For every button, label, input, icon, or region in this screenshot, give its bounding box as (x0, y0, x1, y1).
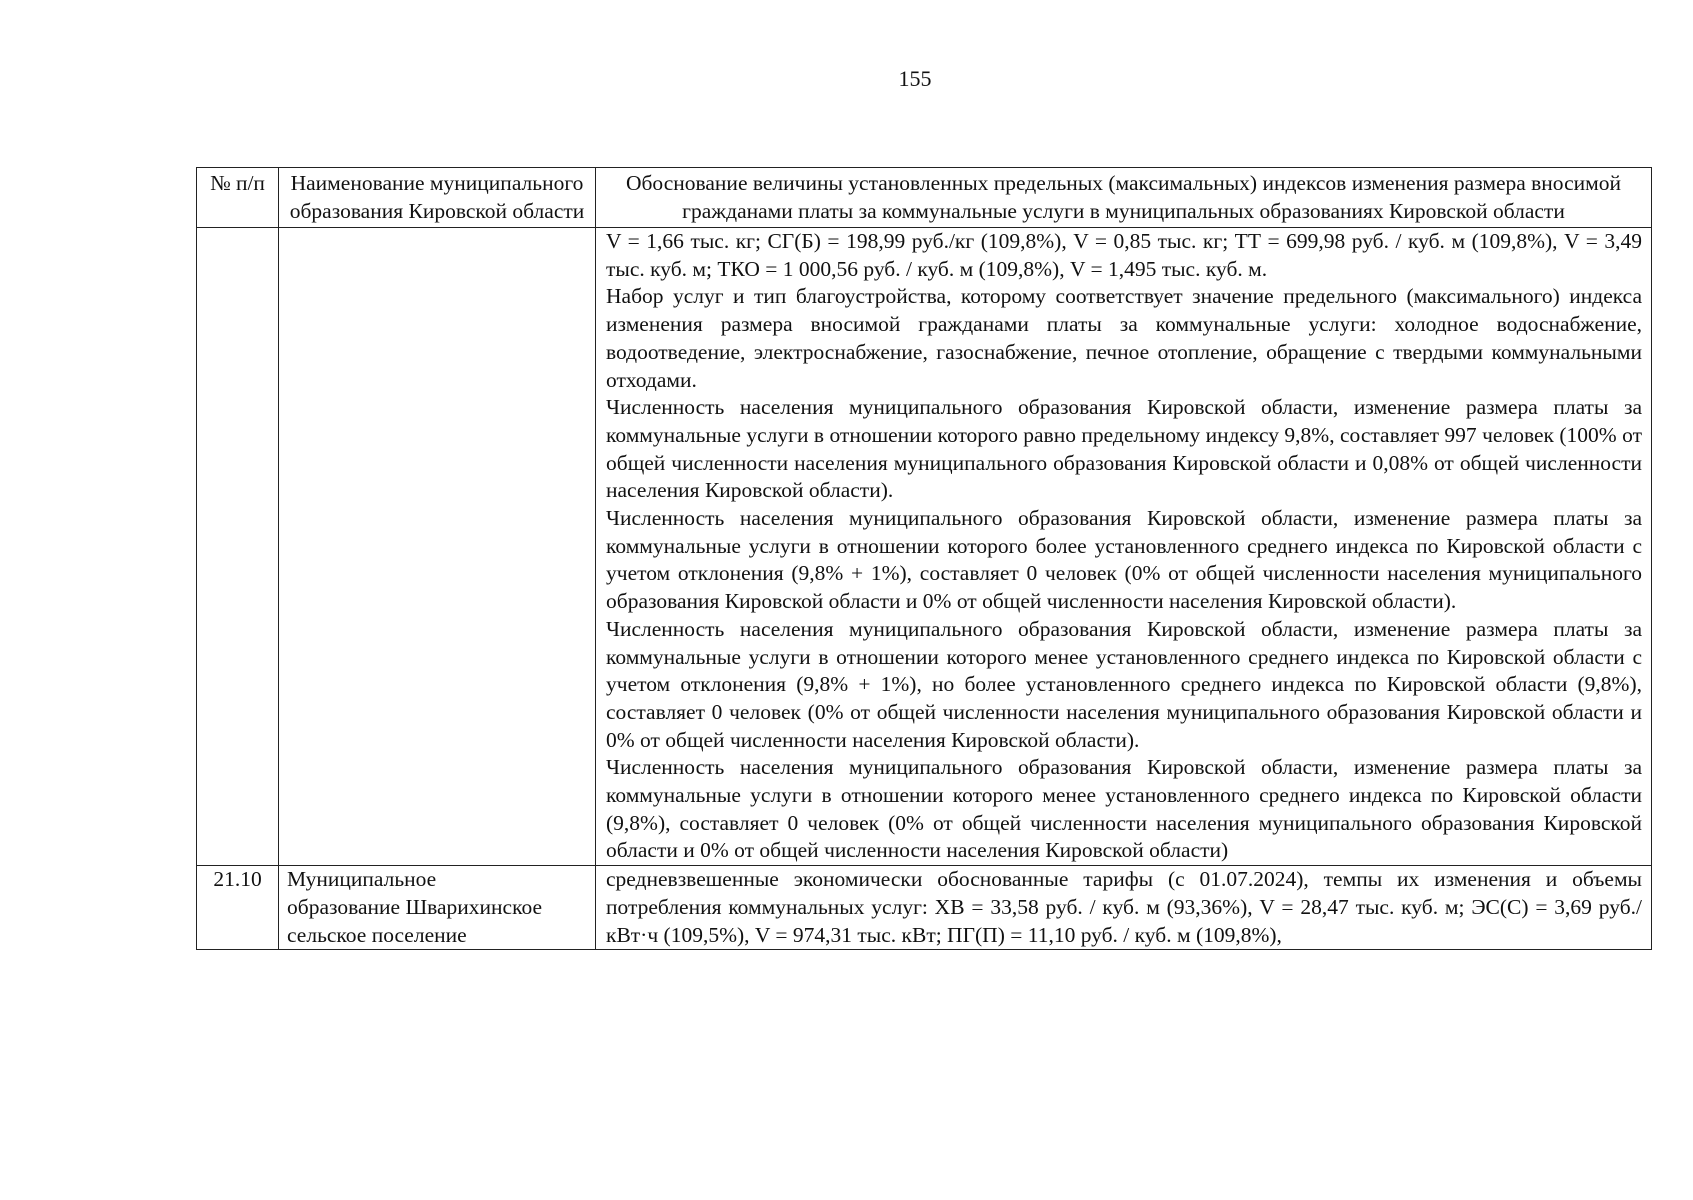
header-municipality-name: Наименование муниципального образования Кировской области (279, 168, 596, 228)
justification-paragraph: Численность населения муниципального образования Кировской области, изменение размера платы за коммунальные услуги в отношении которого менее установленного среднего индекса по Кировской области (9,8%), составляет 0 человек (0% от общей численности населения муниципального образования Кировской области и 0% от общей численности населения Кировской области) (606, 755, 1642, 863)
table-row-continued (197, 228, 1652, 866)
justification-paragraph: V = 1,66 тыс. кг; СГ(Б) = 198,99 руб./кг (109,8%), V = 0,85 тыс. кг; ТТ = 699,98 руб. / куб. м (109,8%), V = 3,49 тыс. куб. м; ТКО = 1 000,56 руб. / куб. м (109,8%), V = 1,495 тыс. куб. м. (606, 229, 1642, 281)
row-name-cell (279, 866, 596, 950)
row-justification-cell (596, 866, 1652, 950)
table-header-row (197, 168, 1652, 228)
justification-paragraph: Численность населения муниципального образования Кировской области, изменение размера платы за коммунальные услуги в отношении которого равно предельному индексу 9,8%, составляет 997 человек (100% от общей численности населения муниципального образования Кировской области и 0,08% от общей численности населения Кировской области). (606, 395, 1642, 503)
tariff-justification-table (196, 167, 1652, 950)
justification-paragraph: Численность населения муниципального образования Кировской области, изменение размера платы за коммунальные услуги в отношении которого менее установленного среднего индекса по Кировской области с учетом отклонения (9,8% + 1%), но более установленного среднего индекса по Кировской области (9,8%), составляет 0 человек (0% от общей численности населения муниципального образования Кировской области и 0% от общей численности населения Кировской области). (606, 616, 1642, 752)
table-row-21-10 (197, 866, 1652, 950)
justification-paragraph: Набор услуг и тип благоустройства, которому соответствует значение предельного (максимального) индекса изменения размера вносимой гражданами платы за коммунальные услуги: холодное водоснабжение, водоотведение, электроснабжение, газоснабжение, печное отопление, обращение с твердыми коммунальными отходами. (606, 284, 1642, 392)
page-number: 155 (898, 66, 932, 91)
justification-paragraph: средневзвешенные экономически обоснованные тарифы (с 01.07.2024), темпы их изменения и объемы потребления коммунальных услуг: ХВ = 33,58 руб. / куб. м (93,36%), V = 28,47 тыс. куб. м; ЭС(С) = 3,69 руб./кВт·ч (109,5%), V = 974,31 тыс. кВт; ПГ(П) = 11,10 руб. / куб. м (109,8%), (606, 867, 1642, 947)
justification-paragraph: Численность населения муниципального образования Кировской области, изменение размера платы за коммунальные услуги в отношении которого более установленного среднего индекса по Кировской области с учетом отклонения (9,8% + 1%), составляет 0 человек (0% от общей численности населения муниципального образования Кировской области и 0% от общей численности населения Кировской области). (606, 506, 1642, 614)
row-name-cell (279, 228, 596, 866)
municipality-name-line: Муниципальное (287, 867, 437, 892)
municipality-name-line: сельское поселение (287, 922, 467, 947)
municipality-name-line: образование Шварихинское (287, 894, 543, 919)
row-number-cell (197, 228, 279, 866)
header-justification: Обоснование величины установленных предельных (максимальных) индексов изменения размера вносимой гражданами платы за коммунальные услуги в муниципальных образованиях Кировской области (596, 168, 1652, 228)
row-justification-cell (596, 228, 1652, 866)
row-number-cell: 21.10 (197, 866, 279, 950)
header-number: № п/п (197, 168, 279, 228)
